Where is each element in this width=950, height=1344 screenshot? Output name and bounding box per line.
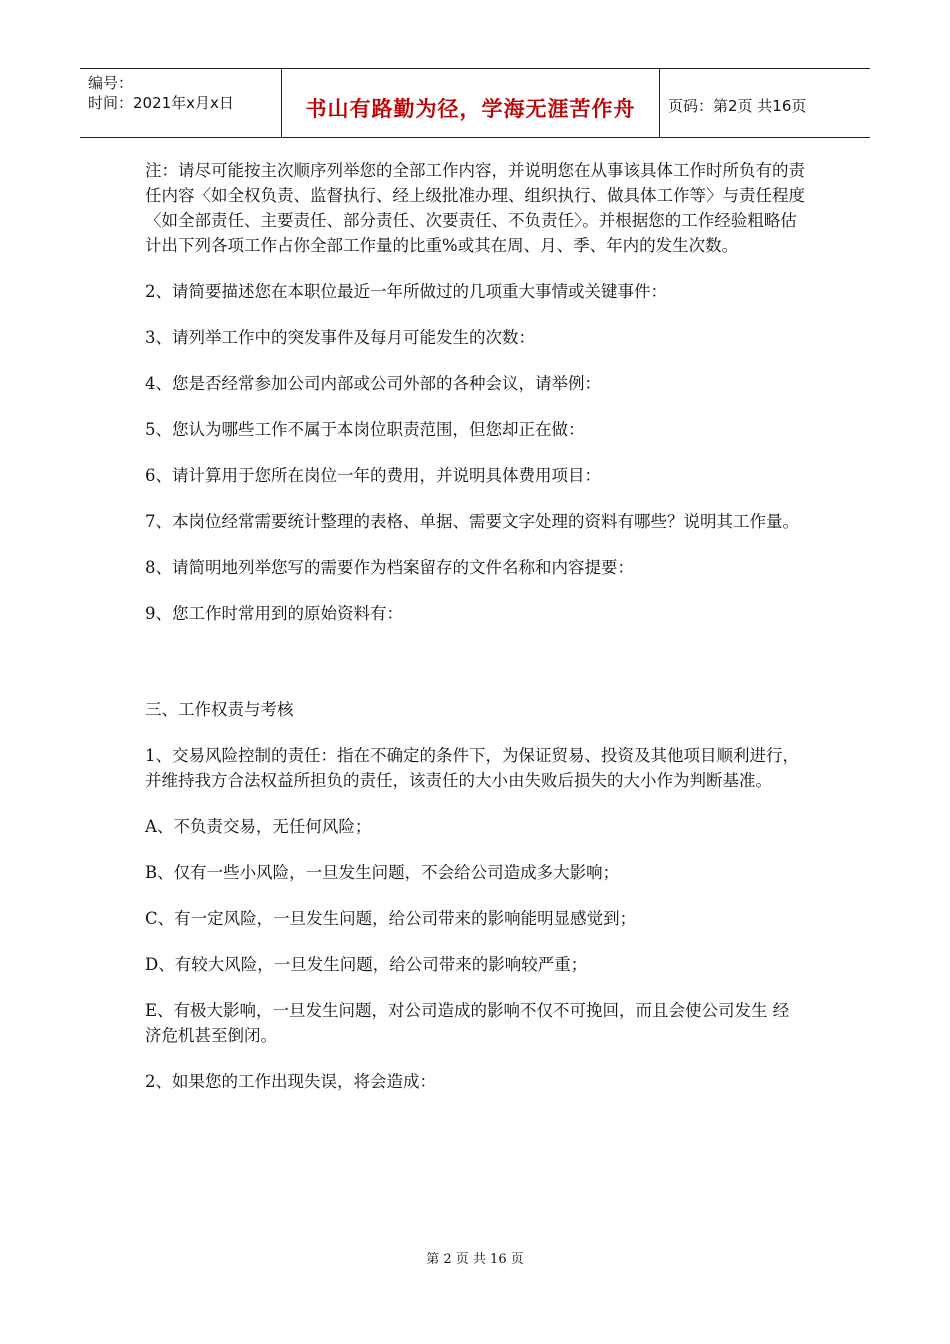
document-number-label: 编号： [88,74,134,92]
question-3: 3、请列举工作中的突发事件及每月可能发生的次数： [145,328,535,347]
question-6: 6、请计算用于您所在岗位一年的费用，并说明具体费用项目： [145,466,601,485]
page-footer: 第 2 页 共 16 页 [426,1252,524,1267]
header-motto: 书山有路勤为径，学海无涯苦作舟 [305,97,636,121]
question-2: 2、请简要描述您在本职位最近一年所做过的几项重大事情或关键事件： [145,282,667,301]
header-motto-cell [282,69,660,137]
document-time-label: 时间：2021年x月x日 [88,94,234,112]
header-page-cell [660,69,870,137]
question-9: 9、您工作时常用到的原始资料有： [145,604,403,623]
question-4: 4、您是否经常参加公司内部或公司外部的各种会议，请举例： [145,374,601,393]
header-page-info: 页码：第2页 共16页 [668,97,807,115]
document-body [145,158,805,1094]
option-c: C、有一定风险，一旦发生问题，给公司带来的影响能明显感觉到； [145,909,637,928]
note-paragraph: 注：请尽可能按主次顺序列举您的全部工作内容，并说明您在从事该具体工作时所负有的责任内容〈如全权负责、监督执行、经上级批准办理、组织执行、做具体工作等〉与责任程度〈如全部责任、主要责任、部分责任、次要责任、不负责任〉。并根据您的工作经验粗略估计出下列各项工作占你全部工作量的比重%或其在周、月、季、年内的发生次数。 [145,161,805,255]
question-7: 7、本岗位经常需要统计整理的表格、单据、需要文字处理的资料有哪些？说明其工作量。 [145,512,799,531]
option-b: B、仅有一些小风险，一旦发生问题，不会给公司造成多大影响； [145,863,620,882]
question-5: 5、您认为哪些工作不属于本岗位职责范围，但您却正在做： [145,420,585,439]
document-header [80,68,870,138]
option-a: A、不负责交易，无任何风险； [145,817,372,836]
option-d: D、有较大风险，一旦发生问题，给公司带来的影响较严重； [145,955,588,974]
section-item-1: 1、交易风险控制的责任：指在不确定的条件下，为保证贸易、投资及其他项目顺利进行，并维持我方合法权益所担负的责任，该责任的大小由失败后损失的大小作为判断基准。 [145,746,799,790]
section-heading: 三、工作权责与考核 [145,700,294,719]
header-left-cell [80,69,282,137]
section-item-2: 2、如果您的工作出现失误，将会造成： [145,1072,436,1091]
question-8: 8、请简明地列举您写的需要作为档案留存的文件名称和内容提要： [145,558,634,577]
option-e: E、有极大影响，一旦发生问题，对公司造成的影响不仅不可挽回，而且会使公司发生 经济危机甚至倒闭。 [145,1001,790,1045]
